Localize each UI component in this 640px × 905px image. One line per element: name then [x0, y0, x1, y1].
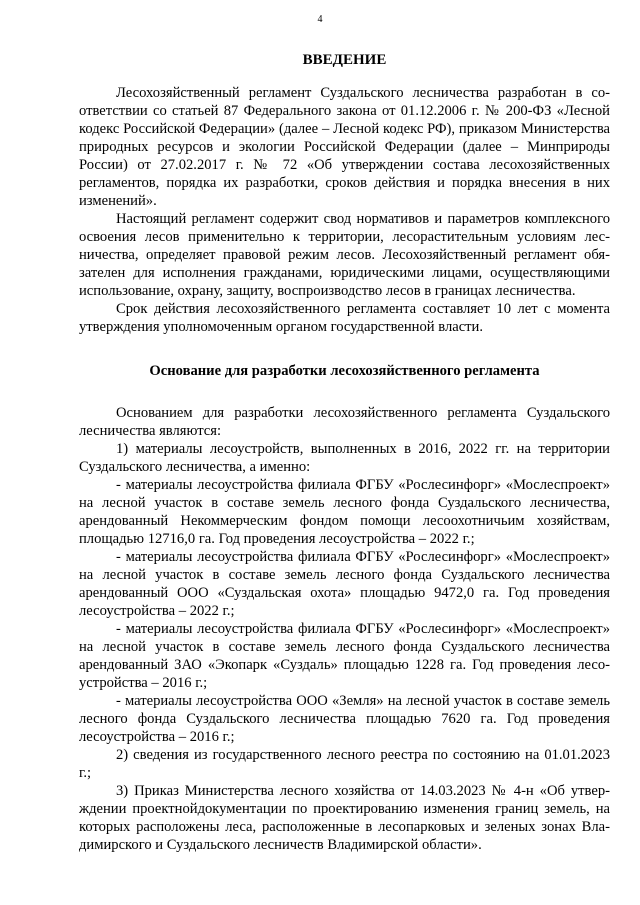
basis-paragraph: Основанием для разработки лесохозяйственного регламента Суздальского лесничества являются:	[79, 405, 610, 439]
basis-sub-item: - материалы лесоустройства ООО «Земля» на лесной участок в составе земель лесного фонда Суздальского лесничества площадью 7620 га. Год проведения лесоустройства – 2016 г.;	[79, 693, 610, 745]
section-title-basis: Основание для разработки лесохозяйственного регламента	[149, 363, 540, 379]
intro-paragraph: Лесохозяйственный регламент Суздальского лесничества разработан в соответствии со статьей 87 Федерального закона от 01.12.2006 г. № 200-ФЗ «Лесной кодекс Российской Федерации» (далее – Лесной кодекс РФ), приказом Министерства природных ресурсов и экологии Российской Федерации (далее – Минприроды России) от 27.02.2017 г. № 72 «Об утверждении состава лесохозяйственных регламентов, порядка их разработки, сроков действия и порядка внесения в них изменений».	[79, 85, 610, 209]
basis-list-item: 1) материалы лесоустройств, выполненных в 2016, 2022 гг. на территории Суздальского лесничества, а именно:	[79, 441, 610, 475]
basis-sub-item: - материалы лесоустройства филиала ФГБУ «Рослесинфорг» «Мослеспроект» на лесной участок в составе земель лесного фонда Суздальского лесничества арендованный ООО «Суздальская охота» площадью 9472,0 га. Год проведения лесоустройства – 2022 г.;	[79, 549, 610, 619]
intro-paragraph: Срок действия лесохозяйственного регламента составляет 10 лет с момента утверждения уполномоченным органом государственной власти.	[79, 301, 610, 335]
basis-sub-item: - материалы лесоустройства филиала ФГБУ «Рослесинфорг» «Мослеспроект» на лесной участок в составе земель лесного фонда Суздальского лесничества арендованный ЗАО «Экопарк «Суздаль» площадью 1228 га. Год проведения лесоустройства – 2016 г.;	[79, 621, 610, 691]
basis-sub-item: - материалы лесоустройства филиала ФГБУ «Рослесинфорг» «Мослеспроект» на лесной участок в составе земель лесного фонда Суздальского лесничества, арендованный Некоммерческим фондом помощи лесоохотничьим хозяйствам, площадью 12716,0 га. Год проведения лесоустройства – 2022 г.;	[79, 477, 610, 547]
intro-paragraph: Настоящий регламент содержит свод нормативов и параметров комплексного освоения лесов применительно к территории, лесорастительным условиям лесничества, определяет правовой режим лесов. Лесохозяйственный регламент обязателен для исполнения гражданами, юридическими лицами, осуществляющими использование, охрану, защиту, воспроизводство лесов в границах лесничества.	[79, 211, 610, 299]
page-number: 4	[317, 14, 323, 25]
basis-list-item: 2) сведения из государственного лесного реестра по состоянию на 01.01.2023 г.;	[79, 747, 610, 781]
section-title-introduction: ВВЕДЕНИЕ	[302, 52, 387, 68]
basis-list-item: 3) Приказ Министерства лесного хозяйства от 14.03.2023 № 4-н «Об утверждении проектнойдокументации по проектированию изменения границ земель, на которых расположены леса, расположенные в лесопарковых и зеленых зонах Владимирского и Суздальского лесничеств Владимирской области».	[79, 783, 610, 853]
page-content	[79, 51, 610, 854]
